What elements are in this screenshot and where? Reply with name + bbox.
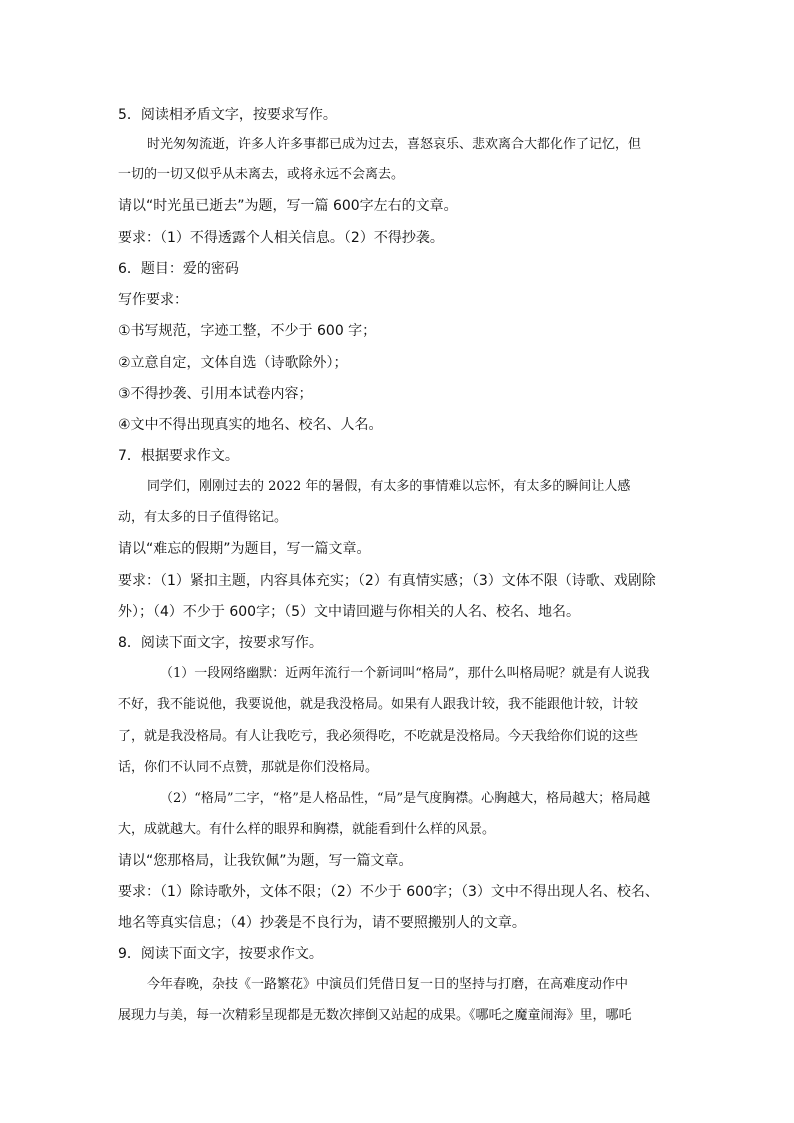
- q7-quote-line-1: 同学们，刚刚过去的 2022 年的暑假，有太多的事情难以忘怀，有太多的瞬间让人感: [147, 479, 631, 494]
- q7-requirements-line-2: 外）；（4）不少于 600字；（5）文中请回避与你相关的人名、校名、地名。: [118, 604, 580, 620]
- q8-quote1-line-4: 话，你们不认同不点赞，那就是你们没格局。: [118, 760, 379, 775]
- q7-heading: 7．根据要求作文。: [118, 448, 239, 464]
- q9-heading: 9．阅读下面文字，按要求作文。: [118, 946, 323, 962]
- q8-requirements-line-2: 地名等真实信息；（4）抄袭是不良行为，请不要照搬别人的文章。: [118, 915, 526, 931]
- q5-quote-line-2: 一切的一切又似乎从未离去，或将永远不会离去。: [118, 167, 405, 182]
- q5-requirements: 要求：（1）不得透露个人相关信息。（2）不得抄袭。: [118, 230, 444, 246]
- q6-item-2: ②立意自定，文体自选（诗歌除外）；: [118, 355, 348, 371]
- q6-item-4: ④文中不得出现真实的地名、校名、人名。: [118, 417, 383, 433]
- q8-quote1-line-1: （1）一段网络幽默：近两年流行一个新词叫“格局”，那什么叫格局呢？就是有人说我: [160, 666, 650, 681]
- q6-subheading: 写作要求：: [118, 292, 188, 308]
- q8-requirements-line-1: 要求：（1）除诗歌外，文体不限；（2）不少于 600字；（3）文中不得出现人名、校名、: [118, 884, 659, 900]
- q5-heading: 5．阅读相矛盾文字，按要求写作。: [118, 107, 337, 123]
- q8-quote2-line-1: （2）“格局”二字，“格”是人格品性，“局”是气度胸襟。心胸越大，格局越大；格局越: [160, 791, 651, 806]
- q8-task: 请以“您那格局，让我钦佩”为题，写一篇文章。: [118, 853, 413, 869]
- q6-item-1: ①书写规范，字迹工整，不少于 600 字；: [118, 323, 377, 339]
- q7-requirements-line-1: 要求：（1）紧扣主题，内容具体充实；（2）有真情实感；（3）文体不限（诗歌、戏剧除: [118, 573, 656, 589]
- q7-task: 请以“难忘的假期”为题目，写一篇文章。: [118, 541, 371, 557]
- q8-quote2-line-2: 大，成就越大。有什么样的眼界和胸襟，就能看到什么样的风景。: [118, 822, 496, 837]
- q6-item-3: ③不得抄袭、引用本试卷内容；: [118, 386, 313, 402]
- q8-quote1-line-3: 了，就是我没格局。有人让我吃亏，我必须得吃，不吃就是没格局。今天我给你们说的这些: [118, 729, 639, 744]
- q8-quote1-line-2: 不好，我不能说他，我要说他，就是我没格局。如果有人跟我计较，我不能跟他计较，计较: [118, 697, 639, 712]
- q7-quote-line-2: 动，有太多的日子值得铭记。: [118, 510, 288, 525]
- q9-quote-line-2: 展现力与美，每一次精彩呈现都是无数次摔倒又站起的成果。《哪吒之魔童闹海》里，哪吒: [118, 1008, 632, 1023]
- q5-quote-line-1: 时光匆匆流逝，许多人许多事都已成为过去，喜怒哀乐、悲欢离合大都化作了记忆，但: [147, 137, 642, 152]
- q6-heading: 6．题目：爱的密码: [118, 261, 239, 277]
- q5-task: 请以“时光虽已逝去”为题，写一篇 600字左右的文章。: [118, 198, 458, 214]
- q9-quote-line-1: 今年春晚，杂技《一路繁花》中演员们凭借日复一日的坚持与打磨，在高难度动作中: [147, 977, 629, 992]
- q8-heading: 8．阅读下面文字，按要求写作。: [118, 635, 323, 651]
